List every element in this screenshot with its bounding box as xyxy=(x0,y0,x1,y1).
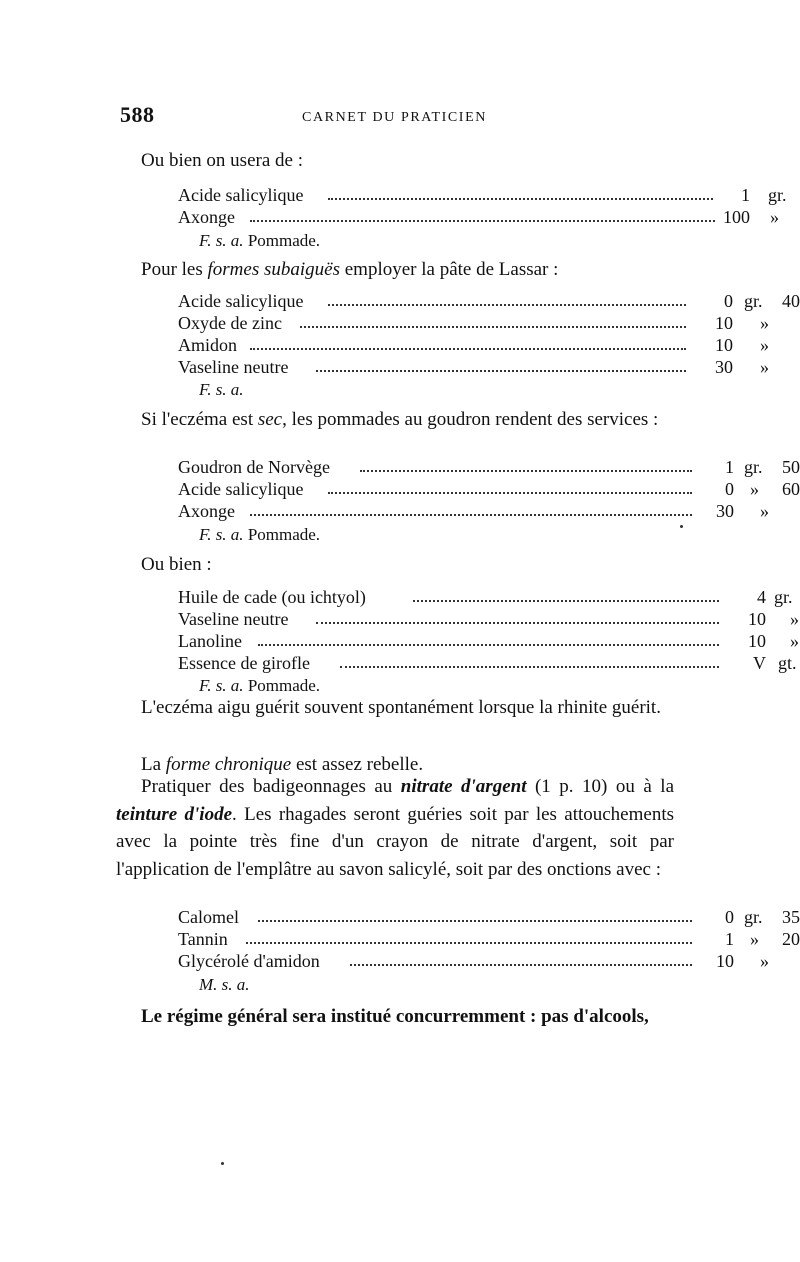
ingredient-name: Essence de girofle xyxy=(178,653,310,673)
ingredient-name: Lanoline xyxy=(178,631,242,651)
paragraph-chronic-form: La forme chronique est assez rebelle. xyxy=(141,754,424,775)
ingredient-qty: 10 xyxy=(716,951,734,971)
dot-leader xyxy=(360,470,692,472)
ingredient-qty: 10 xyxy=(715,313,733,333)
ingredient-name: Glycérolé d'amidon xyxy=(178,951,320,971)
dot-leader xyxy=(258,920,692,922)
ingredient-unit: » xyxy=(750,479,759,499)
ingredient-qty-fraction: 60 xyxy=(782,479,800,499)
dot-leader xyxy=(328,492,692,494)
ingredient-name: Vaseline neutre xyxy=(178,357,289,377)
ingredient-qty-fraction: 35 xyxy=(782,907,800,927)
dot-leader xyxy=(350,964,692,966)
ingredient-name: Acide salicylique xyxy=(178,479,304,499)
dot-leader xyxy=(328,198,713,200)
ingredient-unit: » xyxy=(760,313,769,333)
dot-leader xyxy=(328,304,686,306)
ingredient-qty: 0 xyxy=(724,291,733,311)
formula-line xyxy=(199,380,244,400)
print-speck xyxy=(221,1162,224,1165)
ingredient-name: Vaseline neutre xyxy=(178,609,289,629)
ingredient-unit: gt. xyxy=(778,653,797,673)
formula-abbrev: F. s. a. xyxy=(199,676,244,695)
ingredient-qty-fraction: 50 xyxy=(782,457,800,477)
ingredient-qty-fraction: 40 xyxy=(782,291,800,311)
page-number: 588 xyxy=(120,102,155,127)
ingredient-qty: 0 xyxy=(725,907,734,927)
paragraph-intro-1: Ou bien on usera de : xyxy=(141,150,303,171)
emphasis-bold: teinture d'iode xyxy=(116,803,233,825)
ingredient-unit: gr. xyxy=(744,291,763,311)
print-speck xyxy=(680,525,683,528)
dot-leader xyxy=(316,370,686,372)
emphasis: sec xyxy=(257,409,283,430)
ingredient-unit: » xyxy=(790,631,799,651)
ingredient-qty: 10 xyxy=(748,609,766,629)
formula-tail: Pommade. xyxy=(247,676,321,695)
dot-leader xyxy=(246,942,692,944)
ingredient-name: Goudron de Norvège xyxy=(178,457,330,477)
paragraph-dry-eczema: Si l'eczéma est sec, les pommades au goudron rendent des services : xyxy=(141,409,659,430)
ingredient-name: Oxyde de zinc xyxy=(178,313,282,333)
ingredient-unit: » xyxy=(760,501,769,521)
ingredient-qty: 100 xyxy=(723,207,750,227)
paragraph-acute-eczema: L'eczéma aigu guérit souvent spontanément lorsque la rhinite guérit. xyxy=(141,697,661,718)
emphasis-bold: nitrate d'argent xyxy=(400,776,527,797)
paragraph-regimen: Le régime général sera institué concurremment : pas d'alcools, xyxy=(141,1006,649,1027)
ingredient-name: Huile de cade (ou ichtyol) xyxy=(178,587,366,607)
ingredient-name: Amidon xyxy=(178,335,238,355)
ingredient-unit: » xyxy=(790,609,799,629)
ingredient-qty: 1 xyxy=(725,457,734,477)
paragraph-or-else: Ou bien : xyxy=(141,554,212,575)
ingredient-qty-fraction: 20 xyxy=(782,929,800,949)
emphasis: formes subaiguës xyxy=(207,259,340,280)
dot-leader xyxy=(250,220,715,222)
ingredient-qty: 10 xyxy=(715,335,733,355)
paragraph-treatment: Pratiquer des badigeonnages au nitrate d'argent (1 p. 10) ou à la teinture d'iode. Les rhagades seront guéries soit par les attouchements avec la pointe très fine d'un crayon de nitrate d'argent, soit par l'application de l'emplâtre au savon salicylé, soit par des onctions avec : xyxy=(116,776,674,880)
formula-line xyxy=(199,676,320,696)
running-title: CARNET DU PRATICIEN xyxy=(302,110,487,125)
ingredient-unit: » xyxy=(760,335,769,355)
ingredient-unit: » xyxy=(770,207,779,227)
formula-tail: Pommade. xyxy=(247,525,321,544)
dot-leader xyxy=(250,348,686,350)
ingredient-name: Tannin xyxy=(178,929,228,949)
ingredient-qty: 1 xyxy=(741,185,750,205)
ingredient-unit: » xyxy=(760,357,769,377)
ingredient-name: Acide salicylique xyxy=(178,185,304,205)
dot-leader xyxy=(316,622,719,624)
dot-leader xyxy=(300,326,686,328)
ingredient-unit: » xyxy=(760,951,769,971)
dot-leader xyxy=(340,666,719,668)
ingredient-qty: 30 xyxy=(716,501,734,521)
ingredient-qty: 0 xyxy=(725,479,734,499)
ingredient-name: Axonge xyxy=(178,207,235,227)
ingredient-unit: gr. xyxy=(744,907,763,927)
ingredient-unit: gr. xyxy=(744,457,763,477)
ingredient-name: Calomel xyxy=(178,907,239,927)
formula-line xyxy=(199,231,320,251)
formula-line xyxy=(199,975,250,995)
ingredient-qty: V xyxy=(753,653,766,673)
dot-leader xyxy=(250,514,692,516)
dot-leader xyxy=(413,600,719,602)
ingredient-unit: gr. xyxy=(768,185,787,205)
ingredient-qty: 10 xyxy=(748,631,766,651)
ingredient-name: Acide salicylique xyxy=(178,291,304,311)
formula-line xyxy=(199,525,320,545)
formula-abbrev: F. s. a. xyxy=(199,525,244,544)
formula-abbrev: M. s. a. xyxy=(199,975,250,994)
ingredient-name: Axonge xyxy=(178,501,235,521)
emphasis: forme chronique xyxy=(165,754,292,775)
formula-abbrev: F. s. a. xyxy=(199,231,244,250)
ingredient-qty: 1 xyxy=(725,929,734,949)
formula-tail: Pommade. xyxy=(247,231,321,250)
ingredient-unit: » xyxy=(750,929,759,949)
ingredient-unit: gr. xyxy=(774,587,793,607)
ingredient-qty: 4 xyxy=(757,587,766,607)
formula-abbrev: F. s. a. xyxy=(199,380,244,399)
ingredient-qty: 30 xyxy=(715,357,733,377)
dot-leader xyxy=(258,644,719,646)
paragraph-subacute: Pour les formes subaiguës employer la pâte de Lassar : xyxy=(141,259,559,280)
